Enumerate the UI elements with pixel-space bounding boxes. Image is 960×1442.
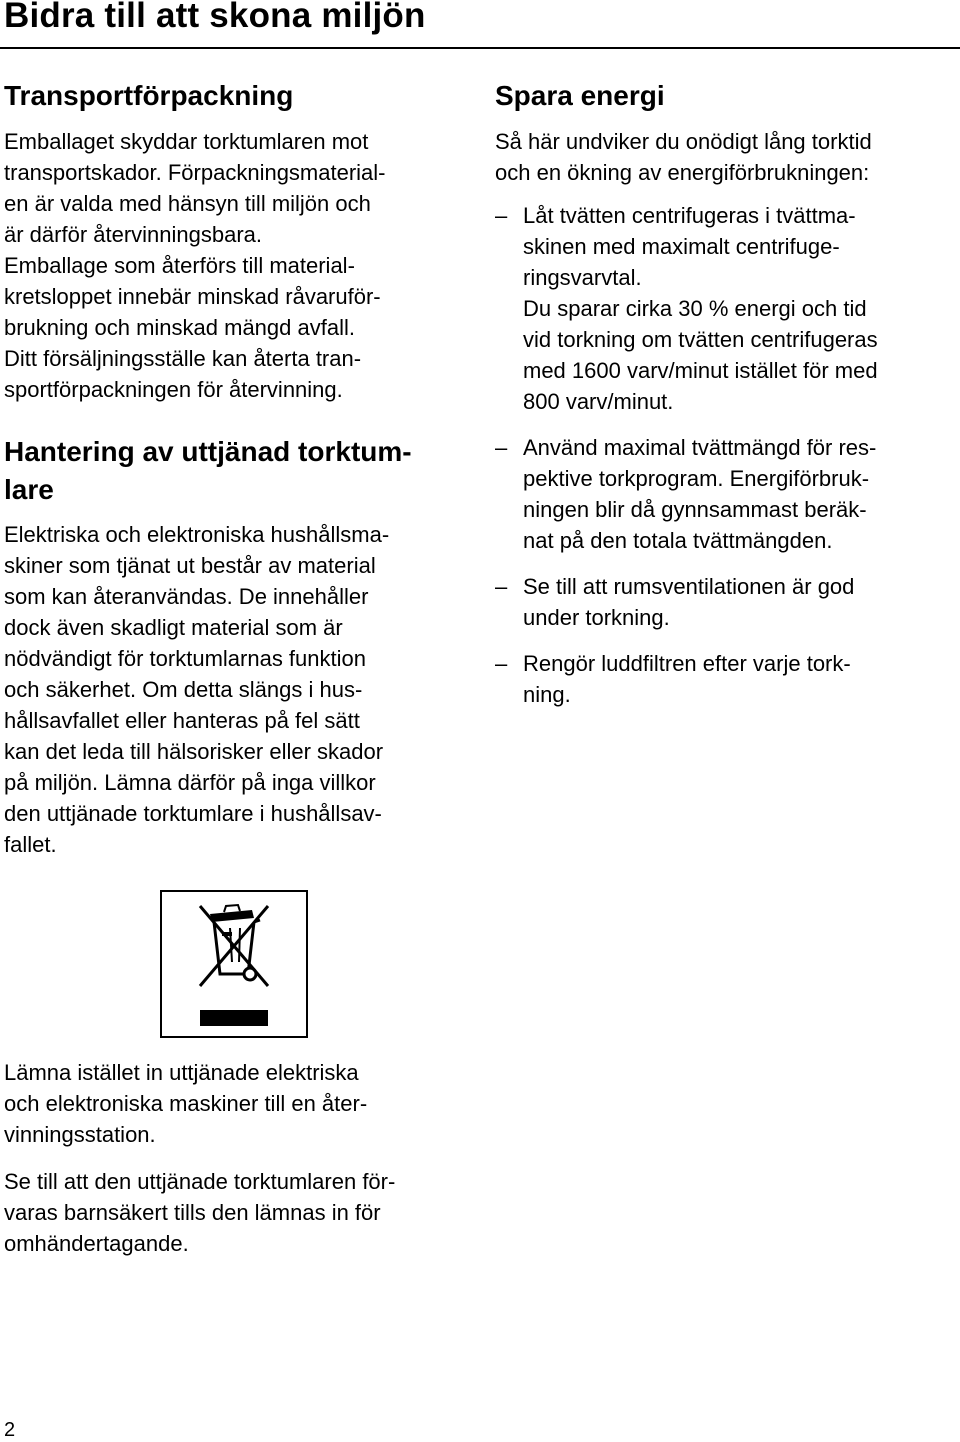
- disposal-followup-2: Se till att den uttjänade torktumlaren för- varas barnsäkert tills den lämnas in för omhändertagande.: [4, 1169, 396, 1256]
- transport-body: Emballaget skyddar torktumlaren mot transportskador. Förpackningsmaterial- en är valda med hänsyn till miljön och är därför återvinningsbara. Emballage som återförs till material- kretsloppet innebär minskad råvaruför- brukning och minskad mängd avfall. Ditt försäljningsställe kan återta tran- sportförpackningen för återvinning.: [4, 129, 386, 402]
- dash-bullet: –: [495, 203, 508, 228]
- list-item: [495, 648, 955, 710]
- crossed-out-wheelie-bin-icon: [162, 892, 306, 1036]
- page-number: 2: [4, 1419, 16, 1441]
- page-title: Bidra till att skona miljön: [4, 0, 426, 35]
- disposal-followup: [4, 1057, 474, 1259]
- disposal-body: Elektriska och elektroniska hushållsma- skiner som tjänat ut består av material som kan återanvändas. De innehåller dock även skadligt material som är nödvändigt för torktumlarnas funktion och säkerhet. Om detta slängs i hus- hållsavfallet eller hanteras på fel sätt kan det leda till hälsorisker eller skador på miljön. Lämna därför på inga villkor den uttjänade torktumlare i hushållsav- fallet.: [4, 522, 390, 857]
- dash-bullet: –: [495, 435, 508, 460]
- list-item-text: Använd maximal tvättmängd för res- pektive torkprogram. Energiförbruk- ningen blir då gynnsammast beräk- nat på den totala tvättmängden.: [523, 435, 877, 553]
- list-item: [495, 432, 955, 556]
- energy-tips-list: [495, 200, 955, 710]
- dash-bullet: –: [495, 651, 508, 676]
- list-item-text: Rengör luddfiltren efter varje tork- ning.: [523, 651, 851, 707]
- disposal-followup-1: Lämna istället in uttjänade elektriska och elektroniska maskiner till en åter- vinningsstation.: [4, 1060, 368, 1147]
- left-column: [4, 76, 474, 860]
- list-item-text: Se till att rumsventilationen är god under torkning.: [523, 574, 855, 630]
- title-divider: [0, 47, 960, 49]
- energy-heading: Spara energi: [495, 80, 665, 111]
- energy-intro: Så här undviker du onödigt lång torktid och en ökning av energiförbrukningen:: [495, 129, 872, 185]
- transport-heading: Transportförpackning: [4, 80, 294, 111]
- weee-symbol-frame: [160, 890, 308, 1038]
- dash-bullet: –: [495, 574, 508, 599]
- list-item-text: Låt tvätten centrifugeras i tvättma- skinen med maximalt centrifuge- ringsvarvtal. Du sparar cirka 30 % energi och tid vid torkning om tvätten centrifugeras med 1600 varv/minut istället för med 800 varv/minut.: [523, 203, 878, 414]
- list-item: [495, 571, 955, 633]
- list-item: [495, 200, 955, 417]
- right-column: [495, 76, 955, 725]
- disposal-heading: Hantering av uttjänad torktum- lare: [4, 436, 412, 505]
